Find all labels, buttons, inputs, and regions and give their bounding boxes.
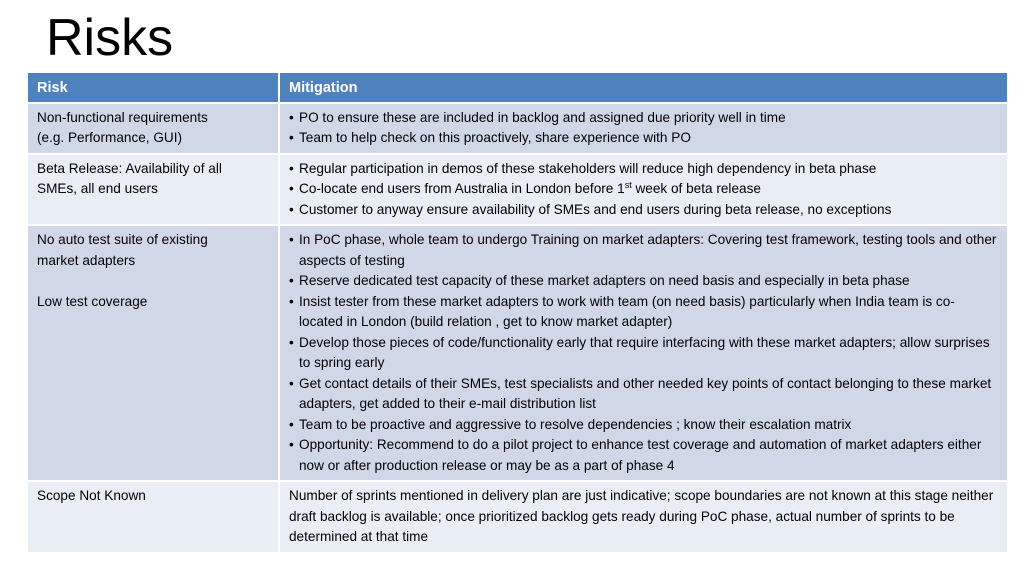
mitigation-list xyxy=(289,230,998,476)
mitigation-text: Co-locate end users from Australia in London before 1 xyxy=(299,181,625,196)
mitigation-text: week of beta release xyxy=(631,181,761,196)
table-header-row xyxy=(27,72,1008,103)
mitigation-item: • Get contact details of their SMEs, test specialists and other needed key points of contact belonging to these market adapters, get added to their e-mail distribution list xyxy=(289,374,998,415)
table-row xyxy=(27,481,1008,553)
mitigation-item: • In PoC phase, whole team to undergo Training on market adapters: Covering test framework, testing tools and other aspects of testing xyxy=(289,230,998,271)
risk-line: No auto test suite of existing xyxy=(37,232,208,247)
mitigation-item: • Team to help check on this proactively, share experience with PO xyxy=(289,128,998,149)
risk-line: Beta Release: Availability of all xyxy=(37,160,222,176)
mitigation-cell xyxy=(279,154,1008,226)
mitigation-item: • PO to ensure these are included in backlog and assigned due priority well in time xyxy=(289,108,998,129)
header-mitigation: Mitigation xyxy=(279,72,1008,103)
table-row xyxy=(27,225,1008,481)
risk-line: Low test coverage xyxy=(37,293,148,309)
risks-table xyxy=(26,71,1009,554)
mitigation-item: • Reserve dedicated test capacity of these market adapters on need basis and especially in beta phase xyxy=(289,271,998,292)
mitigation-item: • Develop those pieces of code/functionality early that require interfacing with these market adapters; allow surprises to spring early xyxy=(289,333,998,374)
mitigation-item: • Opportunity: Recommend to do a pilot project to enhance test coverage and automation of market adapters either now or after production release or may be as a part of phase 4 xyxy=(289,435,998,476)
mitigation-paragraph: Number of sprints mentioned in delivery plan are just indicative; scope boundaries are not known at this stage neither draft backlog is available; once prioritized backlog gets ready during PoC phase, actual number of sprints to be determined at that time xyxy=(289,488,994,544)
mitigation-list xyxy=(289,108,998,149)
risk-cell xyxy=(27,154,279,226)
risk-line: market adapters xyxy=(37,252,136,268)
risk-cell xyxy=(27,481,279,553)
mitigation-cell xyxy=(279,103,1008,154)
risk-line: (e.g. Performance, GUI) xyxy=(37,130,183,145)
mitigation-cell xyxy=(279,225,1008,481)
header-risk: Risk xyxy=(27,72,279,103)
mitigation-item xyxy=(289,179,998,200)
mitigation-item: • Team to be proactive and aggressive to resolve dependencies ; know their escalation matrix xyxy=(289,415,998,436)
mitigation-item: • Regular participation in demos of these stakeholders will reduce high dependency in beta phase xyxy=(289,159,998,180)
risk-line-spacer xyxy=(37,271,269,292)
risk-line: Scope Not Known xyxy=(37,488,146,503)
mitigation-cell xyxy=(279,481,1008,553)
risk-cell xyxy=(27,225,279,481)
ordinal-suffix: st xyxy=(624,180,632,190)
table-row xyxy=(27,154,1008,226)
mitigation-list xyxy=(289,159,998,221)
risk-line: Non-functional requirements xyxy=(37,109,208,125)
slide-title: Risks xyxy=(46,9,174,67)
mitigation-item: • Customer to anyway ensure availability of SMEs and end users during beta release, no exceptions xyxy=(289,200,998,221)
risk-line: SMEs, all end users xyxy=(37,181,158,196)
table-row xyxy=(27,103,1008,154)
risk-cell xyxy=(27,103,279,154)
mitigation-item: • Insist tester from these market adapters to work with team (on need basis) particularly when India team is co-located in London (build relation , get to know market adapter) xyxy=(289,292,998,333)
